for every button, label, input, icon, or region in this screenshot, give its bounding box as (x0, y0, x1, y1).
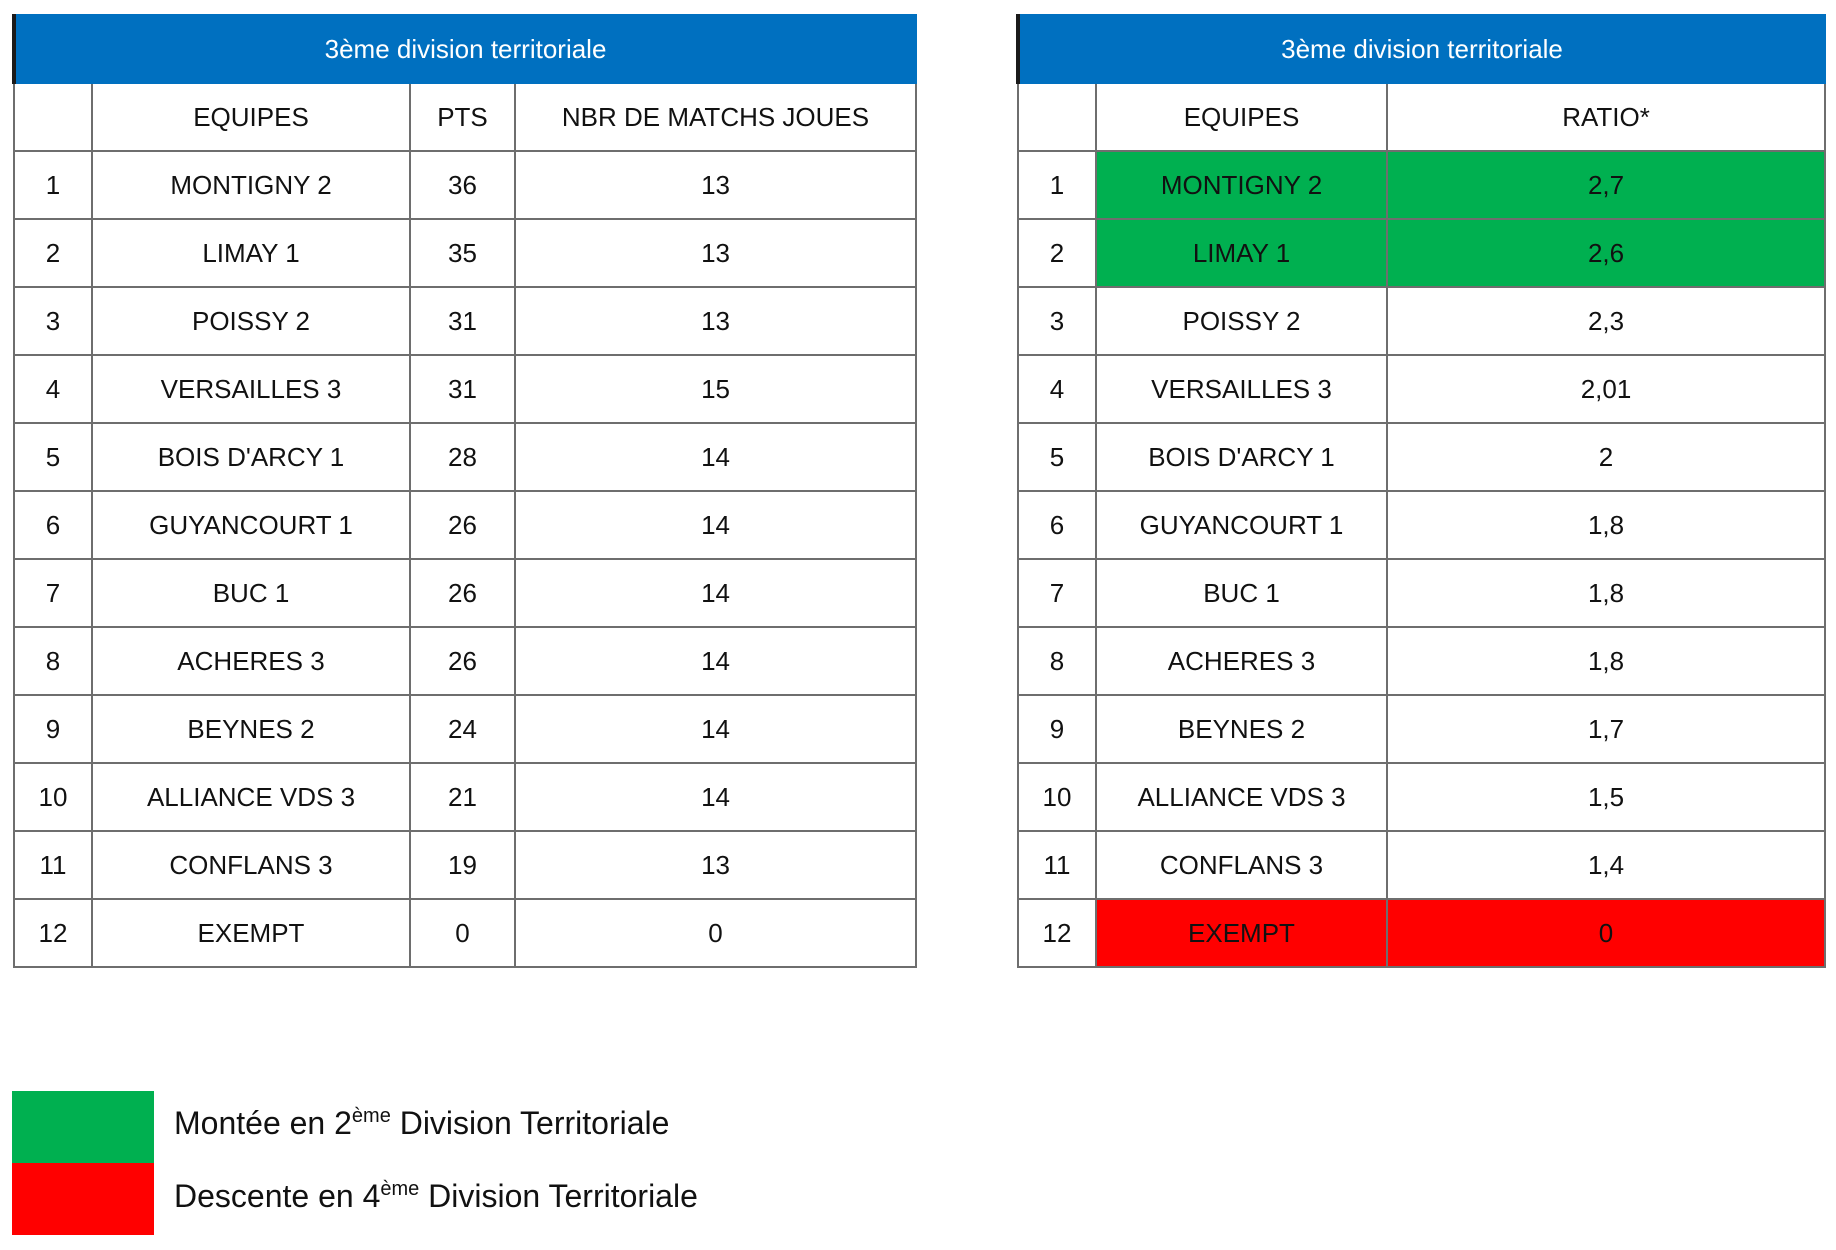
table-row (14, 423, 916, 491)
table-row (14, 219, 916, 287)
rank-cell: 9 (14, 695, 92, 763)
legend-promotion-text-end: Division Territoriale (390, 1105, 670, 1141)
points-cell: 31 (410, 287, 515, 355)
ratio-cell: 1,4 (1387, 831, 1825, 899)
header-rank (14, 83, 92, 151)
table-row (1018, 695, 1825, 763)
rank-cell: 12 (14, 899, 92, 967)
points-cell: 31 (410, 355, 515, 423)
points-cell: 19 (410, 831, 515, 899)
rank-cell: 7 (14, 559, 92, 627)
table-row (14, 627, 916, 695)
rank-cell: 11 (1018, 831, 1096, 899)
header-matches-played: NBR DE MATCHS JOUES (515, 83, 916, 151)
matches-played-cell: 15 (515, 355, 916, 423)
points-cell: 28 (410, 423, 515, 491)
table-row (1018, 831, 1825, 899)
rank-cell: 2 (1018, 219, 1096, 287)
team-cell: ALLIANCE VDS 3 (1096, 763, 1387, 831)
matches-played-cell: 13 (515, 219, 916, 287)
table-row (1018, 763, 1825, 831)
matches-played-cell: 14 (515, 559, 916, 627)
legend-relegation-swatch (12, 1163, 154, 1235)
table-row (14, 695, 916, 763)
table-row (14, 491, 916, 559)
team-cell: POISSY 2 (1096, 287, 1387, 355)
table-header-row (14, 83, 916, 151)
legend-promotion-label (174, 1105, 669, 1142)
table-row (1018, 355, 1825, 423)
team-cell: BUC 1 (92, 559, 410, 627)
points-cell: 35 (410, 219, 515, 287)
matches-played-cell: 14 (515, 423, 916, 491)
team-cell: VERSAILLES 3 (1096, 355, 1387, 423)
ratio-cell: 1,8 (1387, 491, 1825, 559)
table-row (14, 287, 916, 355)
legend-relegation-text: Descente en 4 (174, 1178, 381, 1214)
team-cell: POISSY 2 (92, 287, 410, 355)
legend-relegation-superscript: ème (380, 1178, 420, 1200)
header-team: EQUIPES (1096, 83, 1387, 151)
rank-cell: 1 (1018, 151, 1096, 219)
table-title-row (14, 15, 916, 83)
rank-cell: 10 (14, 763, 92, 831)
team-cell: ACHERES 3 (1096, 627, 1387, 695)
rank-cell: 5 (1018, 423, 1096, 491)
legend-relegation-label (174, 1178, 698, 1215)
header-team: EQUIPES (92, 83, 410, 151)
table-row (14, 355, 916, 423)
ratio-cell: 2,6 (1387, 219, 1825, 287)
table-row (14, 899, 916, 967)
table-title: 3ème division territoriale (1018, 15, 1825, 83)
standings-table-points (12, 14, 917, 968)
team-cell: BEYNES 2 (92, 695, 410, 763)
table-row (1018, 287, 1825, 355)
rank-cell: 3 (14, 287, 92, 355)
team-cell: LIMAY 1 (1096, 219, 1387, 287)
rank-cell: 8 (1018, 627, 1096, 695)
table-row (1018, 899, 1825, 967)
header-points: PTS (410, 83, 515, 151)
table-row (14, 151, 916, 219)
ratio-cell: 2,3 (1387, 287, 1825, 355)
points-cell: 26 (410, 627, 515, 695)
header-rank (1018, 83, 1096, 151)
ratio-cell: 2,7 (1387, 151, 1825, 219)
table-row (1018, 423, 1825, 491)
table-row (1018, 627, 1825, 695)
matches-played-cell: 13 (515, 287, 916, 355)
ratio-cell: 1,8 (1387, 627, 1825, 695)
matches-played-cell: 14 (515, 627, 916, 695)
rank-cell: 7 (1018, 559, 1096, 627)
matches-played-cell: 14 (515, 491, 916, 559)
points-cell: 26 (410, 491, 515, 559)
rank-cell: 10 (1018, 763, 1096, 831)
points-cell: 36 (410, 151, 515, 219)
rank-cell: 4 (14, 355, 92, 423)
team-cell: BOIS D'ARCY 1 (1096, 423, 1387, 491)
team-cell: GUYANCOURT 1 (92, 491, 410, 559)
table-row (1018, 559, 1825, 627)
team-cell: ALLIANCE VDS 3 (92, 763, 410, 831)
ratio-cell: 0 (1387, 899, 1825, 967)
rank-cell: 6 (14, 491, 92, 559)
rank-cell: 9 (1018, 695, 1096, 763)
team-cell: MONTIGNY 2 (1096, 151, 1387, 219)
ratio-cell: 2 (1387, 423, 1825, 491)
team-cell: GUYANCOURT 1 (1096, 491, 1387, 559)
team-cell: EXEMPT (92, 899, 410, 967)
matches-played-cell: 13 (515, 151, 916, 219)
team-cell: VERSAILLES 3 (92, 355, 410, 423)
ratio-cell: 1,8 (1387, 559, 1825, 627)
rank-cell: 8 (14, 627, 92, 695)
rank-cell: 11 (14, 831, 92, 899)
table-header-row (1018, 83, 1825, 151)
matches-played-cell: 13 (515, 831, 916, 899)
team-cell: ACHERES 3 (92, 627, 410, 695)
matches-played-cell: 14 (515, 763, 916, 831)
legend-relegation-text-end: Division Territoriale (419, 1178, 698, 1214)
table-row (1018, 151, 1825, 219)
table-row (1018, 219, 1825, 287)
matches-played-cell: 14 (515, 695, 916, 763)
rank-cell: 12 (1018, 899, 1096, 967)
ratio-cell: 2,01 (1387, 355, 1825, 423)
standings-table-ratio (1016, 14, 1826, 968)
team-cell: CONFLANS 3 (1096, 831, 1387, 899)
ratio-cell: 1,5 (1387, 763, 1825, 831)
rank-cell: 2 (14, 219, 92, 287)
rank-cell: 3 (1018, 287, 1096, 355)
legend-promotion-superscript: ème (351, 1105, 391, 1127)
team-cell: CONFLANS 3 (92, 831, 410, 899)
team-cell: EXEMPT (1096, 899, 1387, 967)
table-title-row (1018, 15, 1825, 83)
table-row (1018, 491, 1825, 559)
legend-promotion-text: Montée en 2 (174, 1105, 352, 1141)
team-cell: MONTIGNY 2 (92, 151, 410, 219)
points-cell: 21 (410, 763, 515, 831)
team-cell: BEYNES 2 (1096, 695, 1387, 763)
table-row (14, 763, 916, 831)
points-cell: 26 (410, 559, 515, 627)
legend-promotion-swatch (12, 1091, 154, 1163)
rank-cell: 1 (14, 151, 92, 219)
points-cell: 24 (410, 695, 515, 763)
team-cell: BUC 1 (1096, 559, 1387, 627)
team-cell: BOIS D'ARCY 1 (92, 423, 410, 491)
rank-cell: 6 (1018, 491, 1096, 559)
table-title: 3ème division territoriale (14, 15, 916, 83)
table-row (14, 559, 916, 627)
rank-cell: 4 (1018, 355, 1096, 423)
rank-cell: 5 (14, 423, 92, 491)
points-cell: 0 (410, 899, 515, 967)
header-ratio: RATIO* (1387, 83, 1825, 151)
team-cell: LIMAY 1 (92, 219, 410, 287)
ratio-cell: 1,7 (1387, 695, 1825, 763)
matches-played-cell: 0 (515, 899, 916, 967)
table-row (14, 831, 916, 899)
